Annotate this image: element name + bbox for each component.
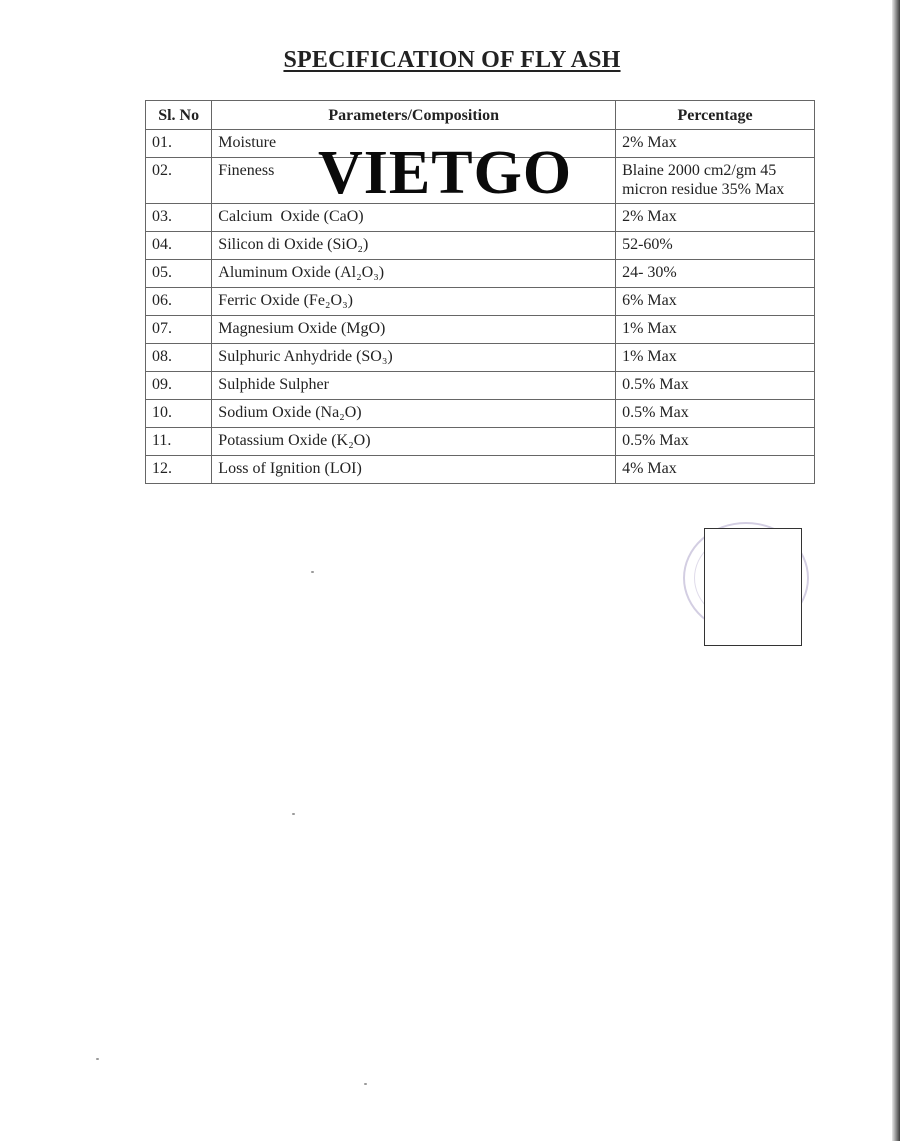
scan-speck [292, 813, 295, 815]
row-percentage: 24- 30% [616, 260, 815, 288]
row-number: 01. [146, 130, 212, 158]
row-parameter: Aluminum Oxide (Al₂O₃) [212, 260, 616, 288]
vietgo-watermark: VIETGO [318, 139, 573, 207]
row-parameter: Magnesium Oxide (MgO) [212, 316, 616, 344]
row-percentage: Blaine 2000 cm2/gm 45 micron residue 35% Max [616, 158, 815, 204]
row-parameter: Sulphuric Anhydride (SO₃) [212, 344, 616, 372]
row-percentage: 1% Max [616, 344, 815, 372]
table-row [146, 344, 815, 372]
row-percentage: 0.5% Max [616, 400, 815, 428]
document-title-text: SPECIFICATION OF FLY ASH [283, 47, 621, 73]
row-percentage: 52-60% [616, 232, 815, 260]
table-row [146, 428, 815, 456]
row-number: 02. [146, 158, 212, 204]
table-row [146, 372, 815, 400]
row-number: 07. [146, 316, 212, 344]
table-row [146, 456, 815, 484]
row-percentage: 4% Max [616, 456, 815, 484]
table-row [146, 260, 815, 288]
row-parameter: Sulphide Sulpher [212, 372, 616, 400]
scanned-page-edge [892, 0, 900, 1141]
row-number: 11. [146, 428, 212, 456]
table-row [146, 288, 815, 316]
scan-speck [311, 571, 314, 573]
table-header-row [146, 101, 815, 130]
row-parameter: Silicon di Oxide (SiO₂) [212, 232, 616, 260]
document-title [0, 38, 900, 75]
row-parameter: Fineness [212, 158, 616, 204]
scan-speck [364, 1083, 367, 1085]
row-parameter: Calcium Oxide (CaO) [212, 204, 616, 232]
row-percentage: 2% Max [616, 204, 815, 232]
row-number: 05. [146, 260, 212, 288]
row-percentage: 1% Max [616, 316, 815, 344]
table-row [146, 204, 815, 232]
header-parameter: Parameters/Composition [212, 101, 616, 130]
row-number: 08. [146, 344, 212, 372]
row-percentage: 2% Max [616, 130, 815, 158]
header-percentage: Percentage [616, 101, 815, 130]
table-row [146, 400, 815, 428]
row-parameter: Ferric Oxide (Fe₂O₃) [212, 288, 616, 316]
row-parameter: Sodium Oxide (Na₂O) [212, 400, 616, 428]
header-sl-no: Sl. No [146, 101, 212, 130]
row-number: 04. [146, 232, 212, 260]
row-number: 03. [146, 204, 212, 232]
scan-speck [96, 1058, 99, 1060]
row-parameter: Loss of Ignition (LOI) [212, 456, 616, 484]
row-parameter: Moisture [212, 130, 616, 158]
row-number: 10. [146, 400, 212, 428]
row-number: 09. [146, 372, 212, 400]
row-parameter: Potassium Oxide (K₂O) [212, 428, 616, 456]
row-number: 12. [146, 456, 212, 484]
row-percentage: 6% Max [616, 288, 815, 316]
row-percentage: 0.5% Max [616, 372, 815, 400]
row-number: 06. [146, 288, 212, 316]
row-percentage: 0.5% Max [616, 428, 815, 456]
table-row [146, 232, 815, 260]
redacted-signature-box [704, 528, 802, 646]
table-row [146, 316, 815, 344]
